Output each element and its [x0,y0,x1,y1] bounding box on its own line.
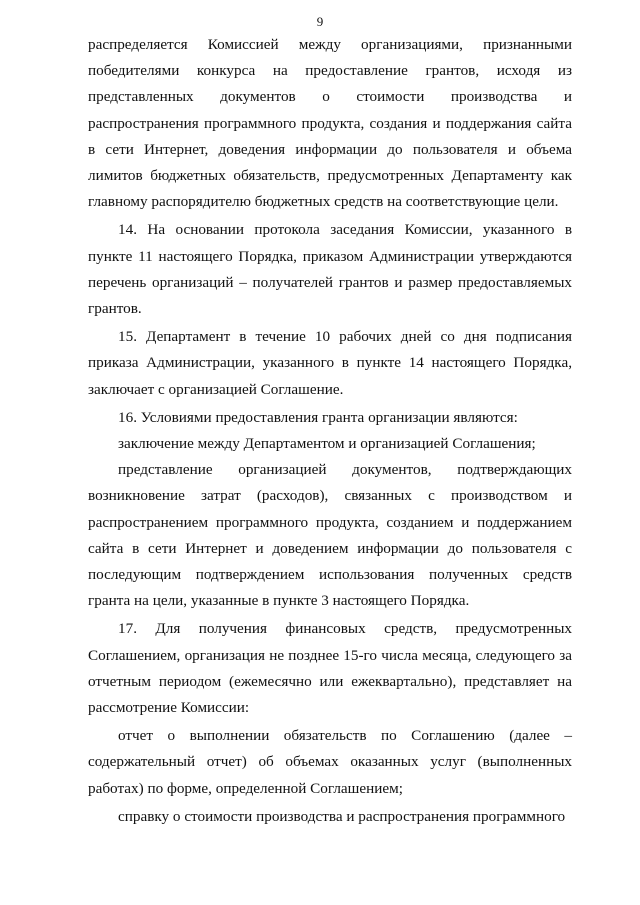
paragraph-report: отчет о выполнении обязательств по Соглашению (далее – содержательный отчет) об объемах оказанных услуг (выполненных работах) по форме, определенной Соглашением; [88,727,572,797]
paragraph-item-17: 17. Для получения финансовых средств, предусмотренных Соглашением, организация не позднее 15-го числа месяца, следующего за отчетным периодом (ежемесячно или ежеквартально), представляет на рассмотрение Комиссии: [88,620,572,717]
paragraph-item-15: 15. Департамент в течение 10 рабочих дней со дня подписания приказа Администрации, указанного в пункте 14 настоящего Порядка, заключает с организацией Соглашение. [88,328,572,398]
document-body [88,32,572,830]
paragraph-item-14: 14. На основании протокола заседания Комиссии, указанного в пункте 11 настоящего Порядка, приказом Администрации утверждаются перечень организаций – получателей грантов и размер предоставляемых грантов. [88,221,572,318]
paragraph-condition-agreement: заключение между Департаментом и организацией Соглашения; [118,435,536,453]
paragraph-condition-documents: представление организацией документов, подтверждающих возникновение затрат (расходов), связанных с производством и распространением программного продукта, созданием и поддержанием сайта в сети Интернет и доведением информации до пользователя с последующим подтверждением использования полученных средств гранта на цели, указанные в пункте 3 настоящего Порядка. [88,461,572,610]
paragraph-cost-certificate: справку о стоимости производства и распространения программного [118,807,566,825]
page-number: 9 [316,14,324,29]
paragraph-item-16: 16. Условиями предоставления гранта организации являются: [118,408,518,426]
paragraph-continuation: распределяется Комиссией между организациями, признанными победителями конкурса на предоставление грантов, исходя из представленных документов о стоимости производства и распространения программного продукта, создания и поддержания сайта в сети Интернет, доведения информации до пользователя и объема лимитов бюджетных обязательств, предусмотренных Департаменту как главному распорядителю бюджетных средств на соответствующие цели. [88,36,572,211]
